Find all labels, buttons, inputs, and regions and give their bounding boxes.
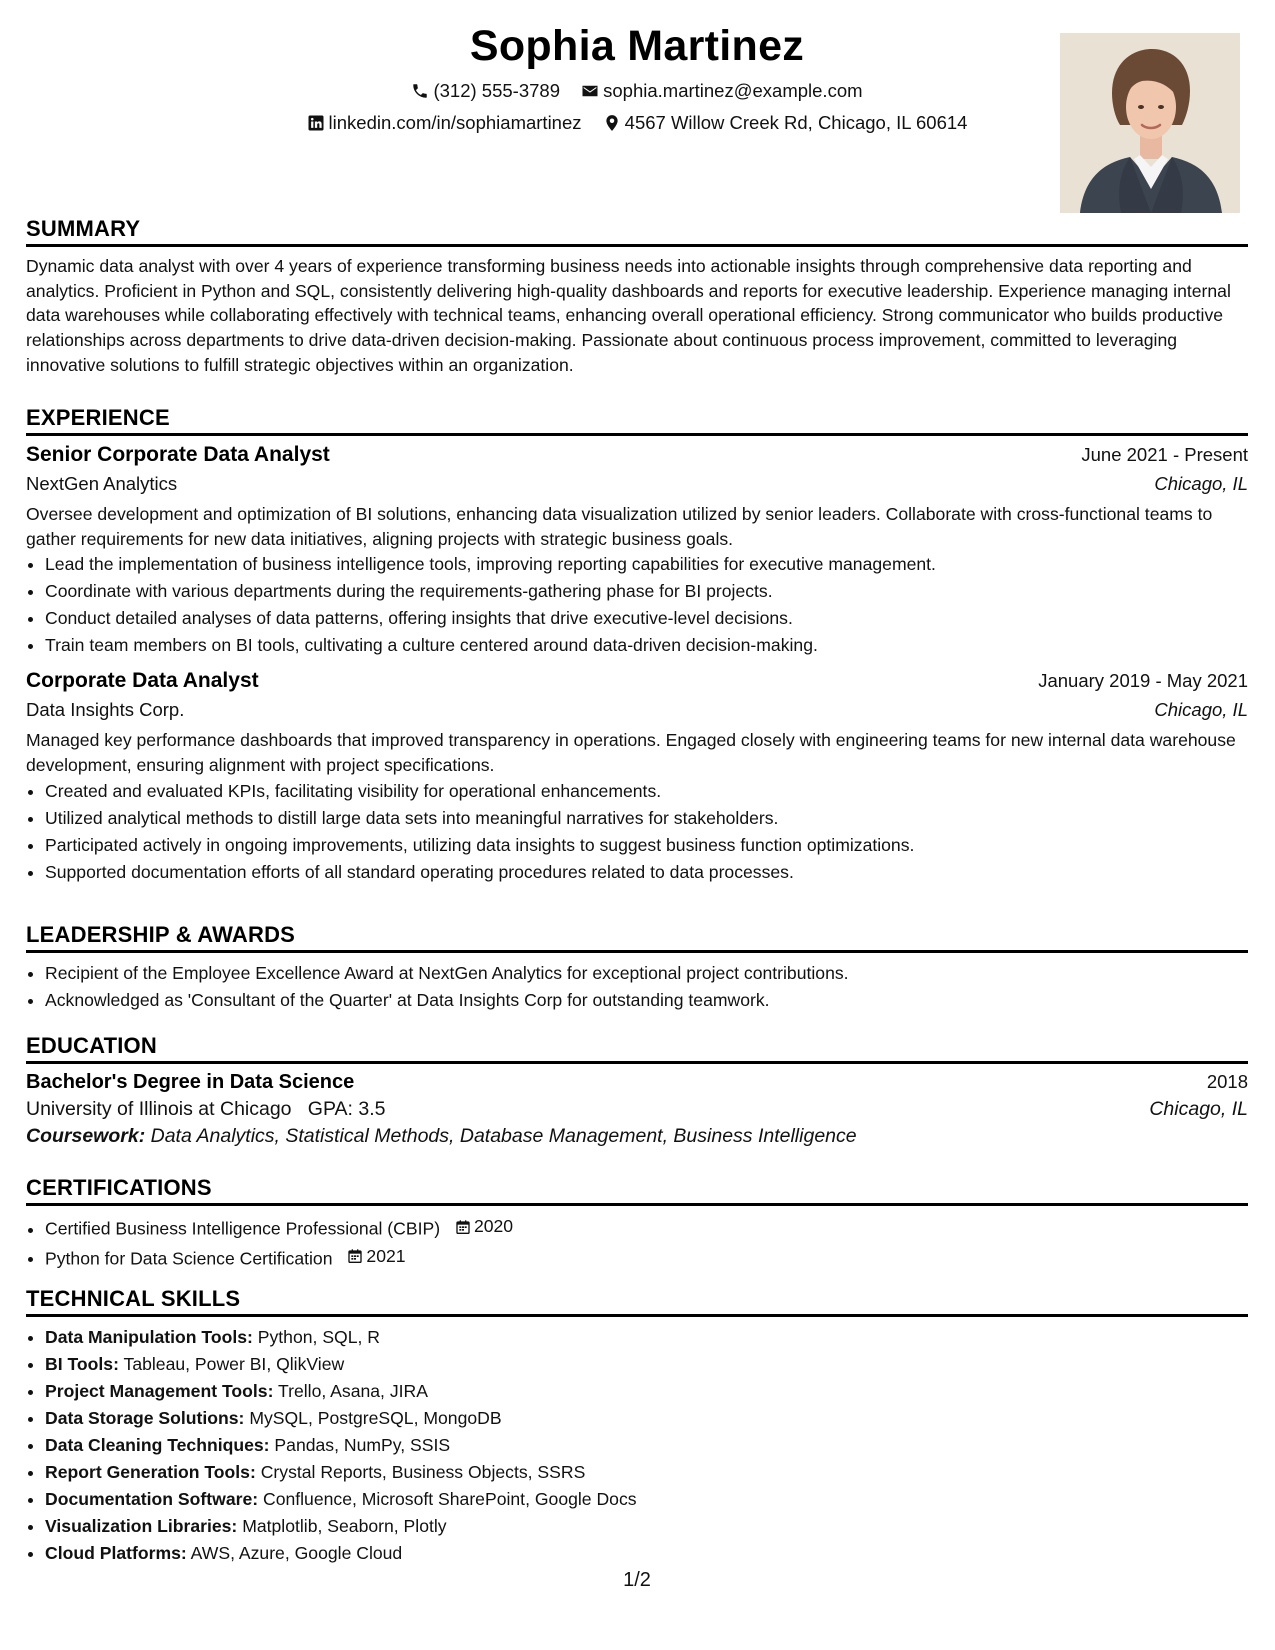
company-name: Data Insights Corp. bbox=[26, 699, 185, 721]
job-bullet: • Created and evaluated KPIs, facilitating visibility for operational enhancements. bbox=[45, 778, 1248, 805]
job-entry bbox=[26, 669, 1248, 885]
skill-values: Pandas, NumPy, SSIS bbox=[274, 1435, 451, 1455]
job-bullet: • Utilized analytical methods to distill large data sets into meaningful narratives for stakeholders. bbox=[45, 805, 1248, 832]
linkedin-url[interactable]: linkedin.com/in/sophiamartinez bbox=[328, 112, 582, 133]
job-dates: January 2019 - May 2021 bbox=[1038, 670, 1248, 692]
linkedin-icon bbox=[307, 114, 325, 132]
company-name: NextGen Analytics bbox=[26, 473, 178, 494]
certification-list bbox=[26, 1213, 1248, 1272]
skill-category: Documentation Software: bbox=[45, 1489, 259, 1509]
skills-section bbox=[26, 1286, 1248, 1567]
job-entry bbox=[26, 443, 1248, 659]
address-contact bbox=[603, 112, 968, 134]
school-info bbox=[26, 1098, 385, 1121]
certifications-heading: CERTIFICATIONS bbox=[26, 1175, 1248, 1206]
skill-category: Cloud Platforms: bbox=[45, 1543, 187, 1563]
job-bullets bbox=[26, 778, 1248, 886]
skills-heading: TECHNICAL SKILLS bbox=[26, 1286, 1248, 1317]
coursework-label: Coursework: bbox=[26, 1125, 146, 1147]
phone-contact bbox=[411, 80, 560, 102]
graduation-year: 2018 bbox=[1206, 1071, 1248, 1092]
skill-category: Data Cleaning Techniques: bbox=[45, 1435, 270, 1455]
skill-category: Data Manipulation Tools: bbox=[45, 1327, 253, 1347]
certification-year: 2020 bbox=[473, 1216, 514, 1236]
page-number: 1/2 bbox=[623, 1569, 651, 1591]
job-header bbox=[26, 669, 1248, 693]
leadership-section bbox=[26, 922, 1248, 1014]
phone-number: (312) 555-3789 bbox=[433, 80, 560, 101]
skill-item bbox=[45, 1378, 1248, 1405]
job-location: Chicago, IL bbox=[1154, 699, 1248, 721]
coursework-list: Data Analytics, Statistical Methods, Database Management, Business Intelligence bbox=[150, 1125, 857, 1147]
certification-name: Certified Business Intelligence Professional (CBIP) bbox=[45, 1218, 441, 1239]
summary-section bbox=[26, 216, 1248, 378]
skill-item bbox=[45, 1540, 1248, 1567]
skill-values: Confluence, Microsoft SharePoint, Google Docs bbox=[262, 1489, 637, 1509]
skill-item bbox=[45, 1513, 1248, 1540]
award-list bbox=[26, 960, 1248, 1014]
skill-item bbox=[45, 1351, 1248, 1378]
school-name: University of Illinois at Chicago bbox=[26, 1098, 292, 1120]
skill-category: Visualization Libraries: bbox=[45, 1516, 238, 1536]
skill-values: Trello, Asana, JIRA bbox=[278, 1381, 428, 1401]
experience-section bbox=[26, 405, 1248, 886]
envelope-icon bbox=[581, 82, 599, 100]
skill-values: Python, SQL, R bbox=[257, 1327, 381, 1347]
skill-category: Report Generation Tools: bbox=[45, 1462, 256, 1482]
degree-name: Bachelor's Degree in Data Science bbox=[26, 1071, 355, 1093]
certification-date bbox=[455, 1213, 513, 1240]
skill-values: MySQL, PostgreSQL, MongoDB bbox=[249, 1408, 502, 1428]
calendar-icon bbox=[455, 1219, 471, 1235]
job-bullet: • Train team members on BI tools, cultivating a culture centered around data-driven decision-making. bbox=[45, 632, 1248, 659]
education-section bbox=[26, 1033, 1248, 1148]
resume-page bbox=[26, 0, 1248, 1650]
job-subheader bbox=[26, 699, 1248, 721]
street-address: 4567 Willow Creek Rd, Chicago, IL 60614 bbox=[624, 112, 968, 133]
skill-category: BI Tools: bbox=[45, 1354, 119, 1374]
skills-list bbox=[26, 1324, 1248, 1567]
summary-text: Dynamic data analyst with over 4 years of experience transforming business needs into actionable insights through comprehensive data reporting and analytics. Proficient in Python and SQL, consistently delivering high-quality dashboards and reports for executive leadership. Experience managing internal data warehouses while collaborating effectively with technical teams, enhancing overall operational efficiency. Strong communicator who builds productive relationships across departments to drive data-driven decision-making. Passionate about continuous process improvement, committed to leveraging innovative solutions to fulfill strategic objectives within an organization. bbox=[26, 256, 1231, 375]
job-dates: June 2021 - Present bbox=[1081, 444, 1248, 465]
certification-year: 2021 bbox=[366, 1245, 406, 1266]
leadership-heading: LEADERSHIP & AWARDS bbox=[26, 922, 1248, 953]
job-header bbox=[26, 443, 1248, 467]
skill-category: Project Management Tools: bbox=[45, 1381, 274, 1401]
portrait-illustration bbox=[1060, 33, 1240, 213]
job-bullet: • Conduct detailed analyses of data patterns, offering insights that drive executive-level decisions. bbox=[45, 605, 1248, 632]
job-bullet: • Participated actively in ongoing improvements, utilizing data insights to suggest business function optimizations. bbox=[45, 832, 1248, 859]
skill-item bbox=[45, 1486, 1248, 1513]
skill-item bbox=[45, 1459, 1248, 1486]
job-description: Managed key performance dashboards that improved transparency in operations. Engaged closely with engineering teams for new internal data warehouse development, ensuring alignment with project specifications. bbox=[26, 730, 1236, 776]
profile-photo bbox=[1060, 33, 1240, 213]
degree-row bbox=[26, 1071, 1248, 1094]
certifications-section bbox=[26, 1175, 1248, 1272]
award-item: • Recipient of the Employee Excellence Award at NextGen Analytics for exceptional project contributions. bbox=[45, 960, 1248, 987]
summary-heading: SUMMARY bbox=[26, 216, 1248, 247]
map-marker-icon bbox=[603, 114, 621, 132]
skill-item bbox=[45, 1432, 1248, 1459]
job-bullet: • Lead the implementation of business intelligence tools, improving reporting capabilities for executive management. bbox=[45, 551, 1248, 578]
job-title: Corporate Data Analyst bbox=[26, 669, 259, 693]
skill-values: Matplotlib, Seaborn, Plotly bbox=[242, 1516, 447, 1536]
certification-item bbox=[45, 1243, 1248, 1273]
job-location: Chicago, IL bbox=[1154, 473, 1248, 494]
certification-name: Python for Data Science Certification bbox=[45, 1248, 333, 1268]
skill-item bbox=[45, 1324, 1248, 1351]
job-bullets bbox=[26, 551, 1248, 659]
coursework bbox=[26, 1125, 1248, 1148]
job-title: Senior Corporate Data Analyst bbox=[26, 443, 330, 466]
email-address[interactable]: sophia.martinez@example.com bbox=[603, 80, 863, 101]
skill-values: AWS, Azure, Google Cloud bbox=[190, 1543, 403, 1563]
school-row bbox=[26, 1098, 1248, 1121]
gpa: GPA: 3.5 bbox=[307, 1098, 386, 1120]
candidate-name: Sophia Martinez bbox=[469, 22, 805, 70]
school-location: Chicago, IL bbox=[1149, 1098, 1248, 1120]
award-item: • Acknowledged as 'Consultant of the Quarter' at Data Insights Corp for outstanding teamwork. bbox=[45, 987, 1248, 1014]
calendar-icon bbox=[347, 1248, 363, 1264]
skill-item bbox=[45, 1405, 1248, 1432]
certification-item bbox=[45, 1213, 1248, 1243]
skill-category: Data Storage Solutions: bbox=[45, 1408, 245, 1428]
linkedin-contact[interactable] bbox=[307, 112, 582, 134]
job-bullet: • Supported documentation efforts of all standard operating procedures related to data processes. bbox=[45, 859, 1248, 886]
phone-icon bbox=[411, 82, 429, 100]
experience-heading: EXPERIENCE bbox=[26, 405, 1248, 436]
skill-values: Tableau, Power BI, QlikView bbox=[123, 1354, 345, 1374]
email-contact[interactable] bbox=[581, 80, 862, 102]
job-bullet: • Coordinate with various departments during the requirements-gathering phase for BI projects. bbox=[45, 578, 1248, 605]
education-heading: EDUCATION bbox=[26, 1033, 1248, 1064]
skill-values: Crystal Reports, Business Objects, SSRS bbox=[260, 1462, 586, 1482]
job-subheader bbox=[26, 473, 1248, 495]
certification-date bbox=[347, 1243, 405, 1270]
job-description: Oversee development and optimization of BI solutions, enhancing data visualization utilized by senior leaders. Collaborate with cross-functional teams to gather requirements for new data initiatives, aligning projects with strategic business goals. bbox=[26, 504, 1213, 549]
